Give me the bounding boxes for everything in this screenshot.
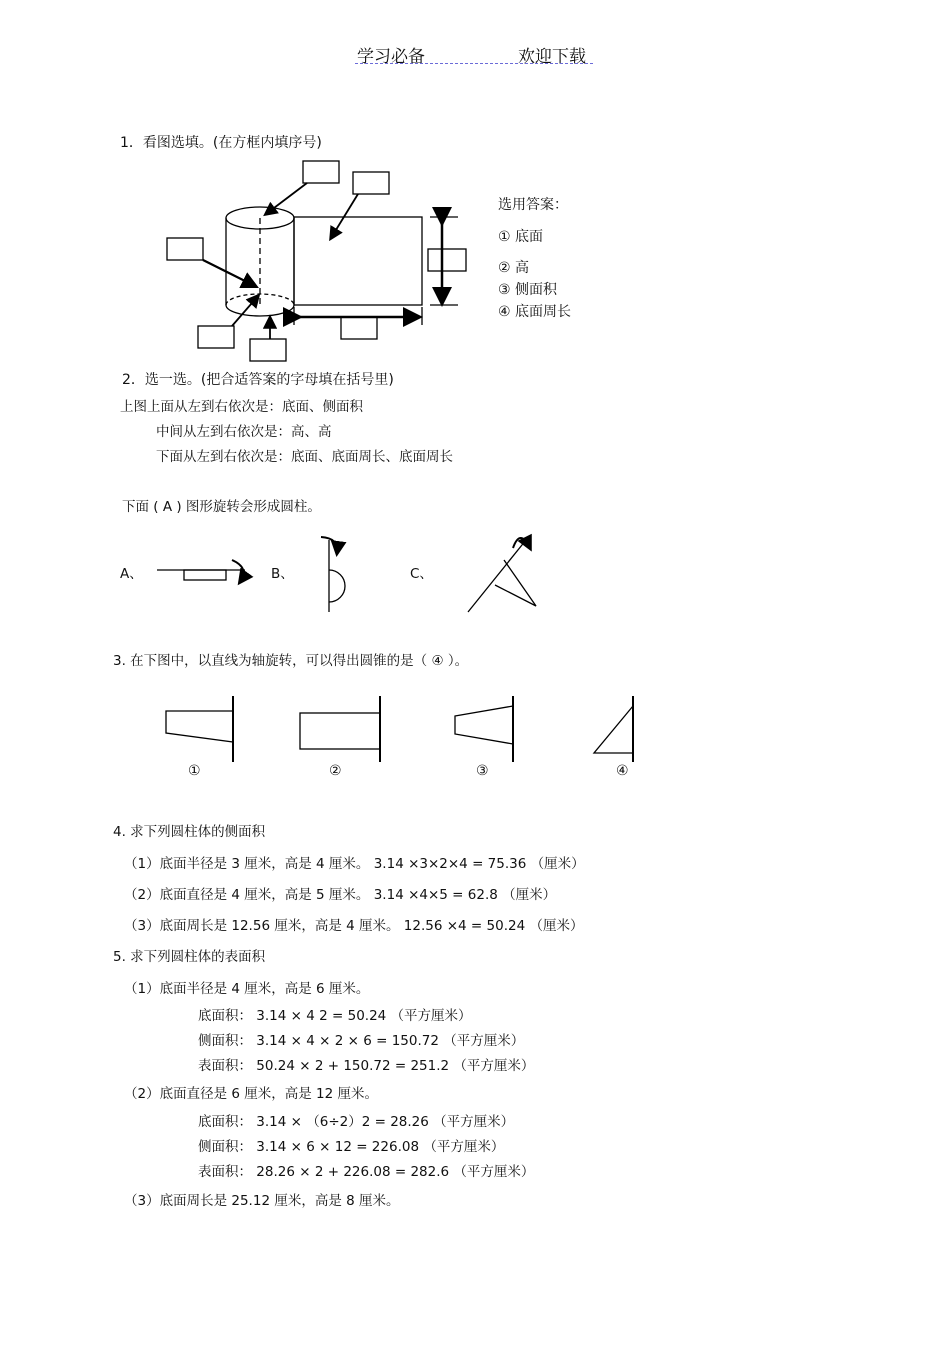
q2-title: 2．选一选。(把合适答案的字母填在括号里) bbox=[122, 372, 394, 388]
shape-label-1: ① bbox=[188, 763, 201, 779]
shape-label-3: ③ bbox=[476, 763, 489, 779]
header-right: 欢迎下载 bbox=[518, 47, 586, 67]
q2-answer-line-2: 中间从左到右依次是：高、高 bbox=[156, 424, 332, 440]
q4-item-1: （1）底面半径是 3 厘米，高是 4 厘米。 3.14 ×3×2×4 = 75.36 （厘米） bbox=[124, 856, 585, 872]
pointer-left bbox=[203, 260, 255, 286]
q5-item-1-head: （1）底面半径是 4 厘米，高是 6 厘米。 bbox=[124, 981, 370, 997]
pointer-bottom-left bbox=[232, 296, 258, 326]
figure-a bbox=[157, 560, 245, 582]
shape-4 bbox=[594, 696, 633, 762]
answer-box-height bbox=[428, 249, 466, 271]
q2-answer-line-1: 上图上面从左到右依次是：底面、侧面积 bbox=[120, 399, 363, 415]
q5-item-3-head: （3）底面周长是 25.12 厘米，高是 8 厘米。 bbox=[124, 1193, 400, 1209]
q5-item-1-line-2: 侧面积： 3.14 × 4 × 2 × 6 = 150.72 （平方厘米） bbox=[198, 1033, 525, 1049]
q3-title: 3. 在下图中，以直线为轴旋转，可以得出圆锥的是（ ④ ）。 bbox=[113, 653, 469, 669]
answer-box-bottom-right bbox=[341, 317, 377, 339]
q1-options-title: 选用答案： bbox=[498, 197, 568, 213]
q1-option-1: ① 底面 bbox=[498, 229, 544, 245]
unrolled-rectangle bbox=[294, 217, 422, 305]
q4-item-2: （2）底面直径是 4 厘米，高是 5 厘米。 3.14 ×4×5 = 62.8 （厘米） bbox=[124, 887, 557, 903]
answer-box-left bbox=[167, 238, 203, 260]
shape-label-4: ④ bbox=[616, 763, 629, 779]
choice-label-c: C、 bbox=[410, 566, 433, 582]
q2-question: 下面 ( A ) 图形旋转会形成圆柱。 bbox=[122, 499, 321, 515]
q5-item-2-line-3: 表面积： 28.26 × 2 + 226.08 = 282.6 （平方厘米） bbox=[198, 1164, 535, 1180]
q5-title: 5. 求下列圆柱体的表面积 bbox=[113, 949, 266, 965]
q1-option-2: ② 高 bbox=[498, 260, 530, 276]
figure-b bbox=[321, 537, 345, 612]
q4-title: 4. 求下列圆柱体的侧面积 bbox=[113, 824, 266, 840]
q4-item-3: （3）底面周长是 12.56 厘米，高是 4 厘米。 12.56 ×4 = 50.24 （厘米） bbox=[124, 918, 584, 934]
q3-shapes bbox=[166, 696, 633, 762]
cylinder-diagram bbox=[167, 161, 466, 361]
pointer-top-right bbox=[331, 194, 358, 238]
shape-1 bbox=[166, 696, 233, 762]
q5-item-1-line-3: 表面积： 50.24 × 2 + 150.72 = 251.2 （平方厘米） bbox=[198, 1058, 535, 1074]
figure-c bbox=[468, 538, 536, 612]
shape-2 bbox=[300, 696, 380, 762]
answer-box-bottom-left bbox=[198, 326, 234, 348]
q1-title: 1．看图选填。(在方框内填序号) bbox=[120, 135, 322, 151]
shape-3 bbox=[455, 696, 513, 762]
answer-box-top-left bbox=[303, 161, 339, 183]
answer-box-top-right bbox=[353, 172, 389, 194]
choice-label-b: B、 bbox=[271, 566, 294, 582]
q5-item-2-line-2: 侧面积： 3.14 × 6 × 12 = 226.08 （平方厘米） bbox=[198, 1139, 505, 1155]
q2-answer-line-3: 下面从左到右依次是：底面、底面周长、底面周长 bbox=[156, 449, 453, 465]
pointer-top-left bbox=[266, 183, 307, 214]
cylinder-bottom-front bbox=[226, 305, 294, 316]
q1-option-3: ③ 侧面积 bbox=[498, 282, 558, 298]
choice-label-a: A、 bbox=[120, 566, 143, 582]
q5-item-2-line-1: 底面积： 3.14 × （6÷2）2 = 28.26 （平方厘米） bbox=[198, 1114, 515, 1130]
rotation-figures bbox=[157, 537, 536, 612]
answer-box-bottom-mid bbox=[250, 339, 286, 361]
shape-label-2: ② bbox=[329, 763, 342, 779]
header-left: 学习必备 bbox=[357, 47, 425, 67]
q1-option-4: ④ 底面周长 bbox=[498, 304, 572, 320]
q5-item-2-head: （2）底面直径是 6 厘米，高是 12 厘米。 bbox=[124, 1086, 379, 1102]
q5-item-1-line-1: 底面积： 3.14 × 4 2 = 50.24 （平方厘米） bbox=[198, 1008, 472, 1024]
